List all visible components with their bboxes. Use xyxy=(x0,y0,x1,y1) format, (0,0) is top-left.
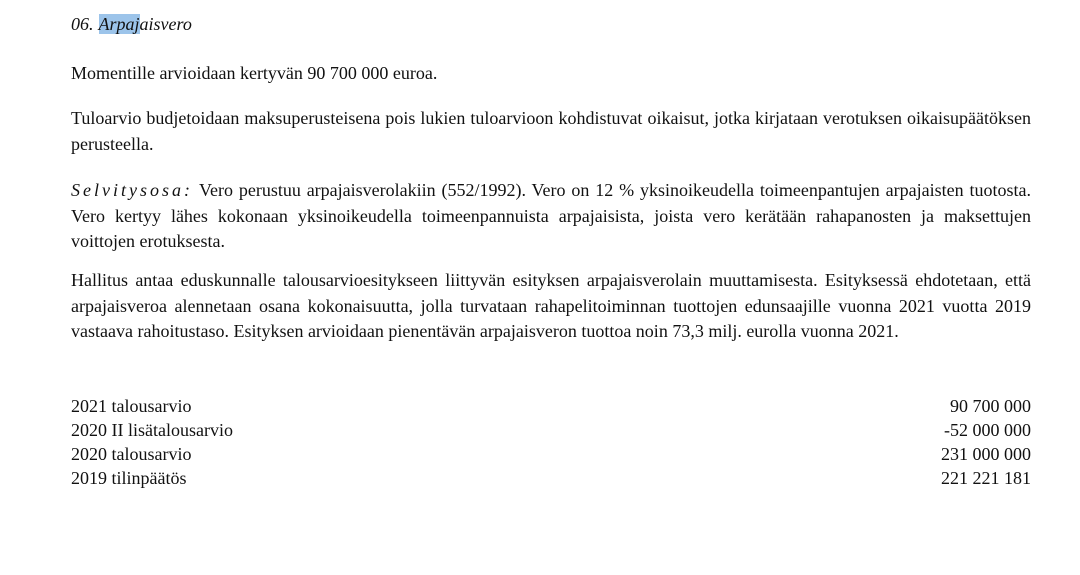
explanation-text: Vero perustuu arpajaisverolakiin (552/1992). Vero on 12 % yksinoikeudella toimeenpantujen arpajaisten tuotosta. Vero kertyy lähes kokonaan yksinoikeudella toimeenpannuista arpajaisista, joista vero kerätään rahapanosten ja maksettujen voittojen erotuksesta. xyxy=(71,180,1031,251)
explanation-label: Selvitysosa: xyxy=(71,180,193,200)
row-label[interactable]: 2020 talousarvio xyxy=(71,444,192,464)
row-label[interactable]: 2021 talousarvio xyxy=(71,396,192,416)
table-row xyxy=(71,394,1031,418)
row-value[interactable]: 90 700 000 xyxy=(950,396,1031,416)
budget-table xyxy=(71,394,1031,490)
selected-text[interactable]: Arpaj xyxy=(98,14,140,34)
paragraph-estimate[interactable]: Momentille arvioidaan kertyvän 90 700 000 euroa. xyxy=(71,63,438,83)
table-row xyxy=(71,418,1031,442)
paragraph-government-proposal[interactable]: Hallitus antaa eduskunnalle talousarvioesitykseen liittyvän esityksen arpajaisverolain muuttamisesta. Esityksessä ehdotetaan, että arpajaisveroa alennetaan osana kokonaisuutta, jolla turvataan rahapelitoiminnan tuottojen edunsaajille vuonna 2021 vuotta 2019 vastaava rahoitustaso. Esityksen arvioidaan pienentävän arpajaisveron tuottoa noin 73,3 milj. eurolla vuonna 2021. xyxy=(71,270,1031,341)
table-row xyxy=(71,466,1031,490)
row-label[interactable]: 2020 II lisätalousarvio xyxy=(71,420,233,440)
section-heading xyxy=(71,12,192,36)
section-title-rest[interactable]: aisvero xyxy=(139,14,192,34)
paragraph-budgeting[interactable]: Tuloarvio budjetoidaan maksuperusteisena pois lukien tuloarvioon kohdistuvat oikaisut, jotka kirjataan verotuksen oikaisupäätöksen perusteella. xyxy=(71,108,1031,154)
table-row xyxy=(71,442,1031,466)
row-value[interactable]: 221 221 181 xyxy=(941,468,1031,488)
row-label[interactable]: 2019 tilinpäätös xyxy=(71,468,187,488)
row-value[interactable]: 231 000 000 xyxy=(941,444,1031,464)
paragraph-explanation[interactable] xyxy=(71,178,1031,255)
section-number: 06. xyxy=(71,14,94,34)
row-value[interactable]: -52 000 000 xyxy=(944,420,1031,440)
